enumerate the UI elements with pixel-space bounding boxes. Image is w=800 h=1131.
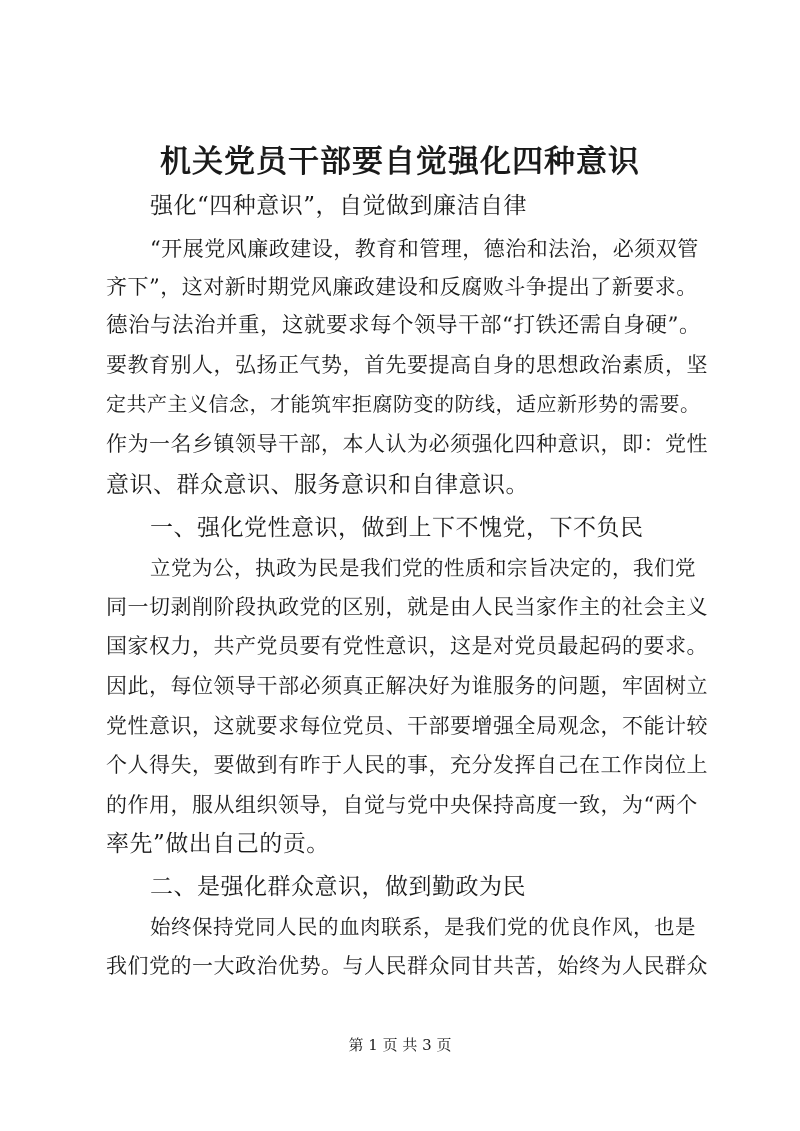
text-line: 因此，每位领导干部必须真正解决好为谁服务的问题，牢固树立: [106, 674, 708, 698]
text-line: 率先”做出自己的贡。: [106, 831, 330, 857]
text-line: 作为一名乡镇领导干部，本人认为必须强化四种意识，即：党性: [106, 432, 708, 456]
text-line: 我们党的一大政治优势。与人民群众同甘共苦，始终为人民群众: [106, 954, 708, 978]
text-line: 的作用，服从组织领导，自觉与党中央保持高度一致，为“两个: [106, 793, 698, 817]
text-line: 立党为公，执政为民是我们党的性质和宗旨决定的，我们党: [150, 556, 696, 580]
document-title: 机关党员干部要自觉强化四种意识: [160, 144, 640, 180]
text-line: 同一切剥削阶段执政党的区别，就是由人民当家作主的社会主义: [106, 595, 708, 619]
text-line: 国家权力，共产党员要有党性意识，这是对党员最起码的要求。: [106, 634, 708, 658]
page-number: 第 1 页 共 3 页: [348, 1036, 452, 1054]
text-line: 个人得失，要做到有昨于人民的事，充分发挥自己在工作岗位上: [106, 753, 708, 777]
text-line: 始终保持党同人民的血肉联系，是我们党的优良作风，也是: [150, 915, 696, 939]
text-line: 意识、群众意识、服务意识和自律意识。: [106, 472, 529, 498]
text-line: 齐下”，这对新时期党风廉政建设和反腐败斗争提出了新要求。: [106, 275, 698, 299]
text-line: 要教育别人，弘扬正气势，首先要提高自身的思想政治素质，坚: [106, 353, 708, 377]
section-heading: 一、强化党性意识，做到上下不愧党，下不负民: [150, 515, 644, 541]
section-heading: 二、是强化群众意识，做到勤政为民: [150, 874, 526, 900]
text-line: 德治与法治并重，这就要求每个领导干部“打铁还需自身硬”。: [106, 313, 701, 338]
text-line: 强化“四种意识”，自觉做到廉洁自律: [150, 193, 528, 219]
text-line: “开展党风廉政建设，教育和管理，德治和法治，必须双管: [150, 237, 699, 261]
text-line: 定共产主义信念，才能筑牢拒腐防变的防线，适应新形势的需要。: [106, 392, 701, 416]
text-line: 党性意识，这就要求每位党员、干部要增强全局观念，不能计较: [106, 714, 708, 738]
